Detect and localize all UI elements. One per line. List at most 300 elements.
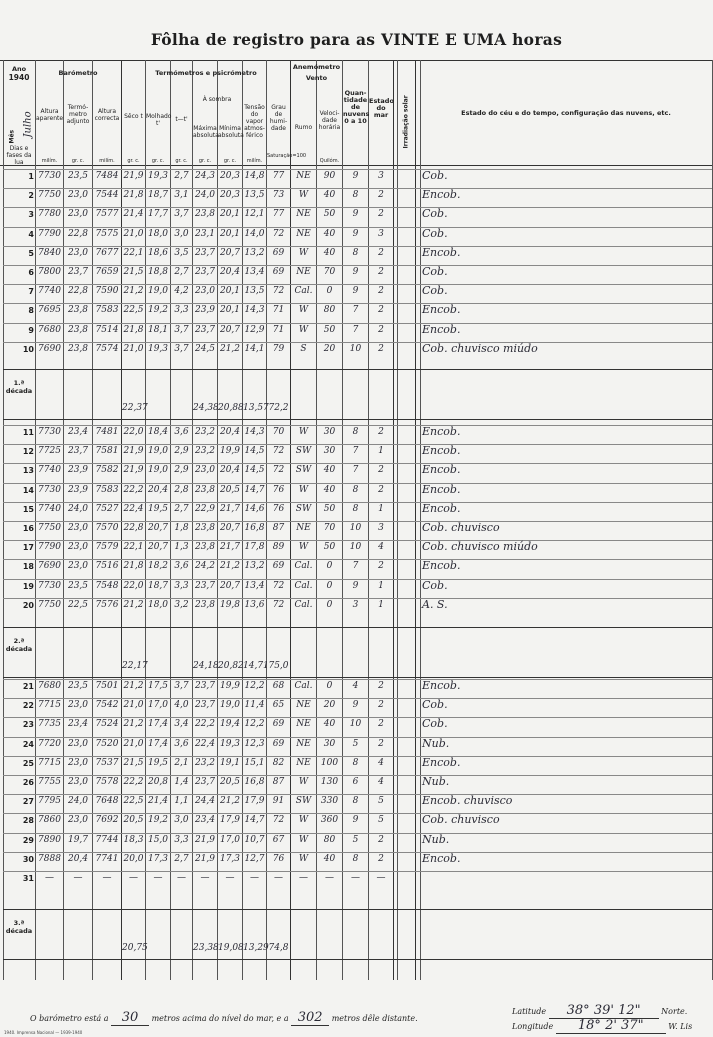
cell-m: 19,0 [147,446,169,457]
cell-mar: 2 [378,209,384,220]
cell-diff: 3,7 [174,209,189,220]
col-border [393,60,394,980]
cell-m: 20,7 [147,523,169,533]
decade-number: 2.ª [13,637,25,645]
cell-ac: 7574 [95,343,119,354]
decade-label [3,637,35,653]
sky-remark: Cob. chuvisco [422,813,500,827]
cell-hum: 82 [272,757,285,768]
day-number: 5 [28,248,34,258]
row-divider [3,717,712,718]
cell-max: 23,9 [194,305,216,316]
cell-ac: 7659 [95,267,119,277]
sky-remark: Cob. [422,265,448,278]
page-title: Fôlha de registro para as VINTE E UMA horas [150,30,563,49]
day-number: 23 [22,720,34,730]
sky-remark: Encob. [422,679,461,692]
cell-ten: 16,8 [244,777,265,787]
cell-diff: — [177,873,186,883]
cell-ta: 23,8 [67,324,89,335]
cell-ta: 23,7 [67,446,89,457]
cell-alt: 7750 [38,523,61,533]
cell-min: 21,7 [219,503,241,514]
cell-vel: 0 [326,599,333,610]
cell-max: 23,0 [194,286,216,297]
cell-ac: 7524 [95,719,119,730]
decade-ten: 13,29 [243,943,269,953]
attached-thermometer-header: Termó-metro adjunto [66,104,90,125]
cell-rumo: Cal. [294,580,313,591]
cell-s: 22,5 [123,796,144,807]
cell-hum: 76 [272,503,285,514]
cell-ta: 23,0 [67,738,89,749]
cell-diff: 3,3 [174,305,189,316]
cell-neb: — [351,873,360,883]
cell-mar: 2 [378,305,384,316]
cell-s: 20,5 [123,815,144,826]
cell-rumo: Cal. [294,681,313,691]
row-divider [3,303,712,304]
cell-ten: 11,4 [244,700,265,711]
cell-diff: 3,0 [174,228,189,239]
sky-remark: Encob. [422,482,461,496]
cell-min: 17,9 [219,815,241,826]
cell-ta: 24,0 [67,796,89,807]
cell-max: 24,2 [194,561,216,572]
row-divider [3,698,712,699]
cell-hum: 72 [272,465,285,476]
latitude-line [512,1003,687,1019]
cell-diff: 2,7 [174,171,189,181]
cell-ta: 23,0 [67,523,89,533]
sky-remark: Cob. chuvisco miúdo [422,540,538,554]
shade-header: À sombra [202,96,232,103]
cell-ac: 7484 [95,171,119,181]
cell-diff: 3,6 [174,738,189,749]
cell-s: 22,1 [123,247,144,258]
row-divider [3,521,712,522]
cell-s: 22,2 [123,484,144,495]
row-divider [3,677,712,678]
cell-hum: 65 [272,700,285,711]
cell-ten: 14,6 [244,503,265,514]
cell-ta: 23,0 [67,190,89,201]
cell-min: — [225,873,235,883]
day-number: 15 [22,504,34,514]
cell-m: 17,7 [147,209,169,220]
cell-s: 21,8 [123,190,144,201]
min-header: Mínima absoluta [218,125,244,139]
cell-max: 23,7 [194,247,216,258]
cell-ta: 23,0 [67,700,89,711]
day-number: 20 [22,600,34,610]
cell-hum: 69 [272,561,285,572]
cell-s: 21,0 [123,228,144,239]
cell-mar: 2 [378,681,384,691]
cell-diff: 1,4 [174,777,189,787]
cell-neb: 9 [352,286,359,297]
cell-ta: 22,8 [67,286,89,297]
cell-ta: 23,9 [67,465,89,476]
row-divider [3,833,712,834]
cell-ten: 14,7 [244,815,265,826]
row-divider [3,627,712,628]
cell-vel: 80 [323,834,336,845]
cell-neb: 5 [352,738,359,749]
sky-remark: Cob. [422,207,448,221]
cell-max: 21,9 [194,853,216,864]
velocity-header: Veloci-dade horária [318,110,341,131]
cell-alt: 7715 [38,757,61,768]
decade-word: década [5,387,33,395]
barometer-distance: 302 [291,1010,329,1026]
cell-alt: — [45,873,54,883]
cell-hum: 72 [272,580,285,591]
sky-remark: Encob. [422,444,461,458]
cell-max: 23,7 [194,681,216,691]
cell-neb: 9 [352,209,359,220]
decade-ten: 13,57 [243,403,269,413]
cell-neb: 10 [349,343,362,354]
cell-mar: — [376,873,386,883]
cell-alt: 7725 [38,446,61,457]
day-number: 27 [22,797,34,807]
day-number: 9 [28,325,34,335]
cell-rumo: SW [295,446,312,457]
cell-s: — [129,873,138,883]
vapor-tension-header: Tensão do vapor atmos-férico [244,104,265,139]
cell-max: 24,4 [194,796,216,807]
direction-header: Rumo [294,124,313,131]
cell-alt: 7890 [38,834,61,845]
cell-vel: 50 [323,542,336,553]
cell-rumo: Cal. [294,599,313,610]
decade-min: 19,08 [218,943,244,953]
decade-hum: 75,0 [268,661,289,671]
cell-hum: 77 [272,171,285,181]
cell-ta: 20,4 [67,853,89,864]
cell-rumo: W [298,427,309,437]
sky-remark: Encob. [422,245,461,259]
cell-hum: 67 [272,834,285,845]
cell-max: 23,4 [194,815,216,826]
cell-alt: 7680 [38,324,61,335]
cell-min: 19,0 [219,700,241,711]
cell-max: 23,8 [194,484,216,495]
cell-vel: 0 [326,580,333,591]
barometer-suffix: metros dêle distante. [331,1014,418,1023]
day-number: 31 [22,874,34,883]
cell-m: 18,6 [147,247,169,258]
cell-s: 22,0 [123,427,144,437]
decade-max: 23,38 [193,943,219,953]
sky-remark: Encob. [422,322,461,336]
cell-diff: 3,0 [174,815,189,826]
sky-remark: Cob. chuvisco miúdo [422,341,538,355]
cell-ten: 15,1 [244,757,265,768]
cell-ten: 12,7 [244,853,265,864]
day-number: 1 [28,172,34,181]
cell-alt: 7755 [38,777,61,787]
cell-m: 19,0 [147,465,169,476]
cell-hum: 72 [272,228,285,239]
cell-min: 17,0 [219,834,241,845]
cell-m: 18,7 [147,580,169,591]
unit-label: milím. [246,158,263,164]
sky-remark: Encob. [422,425,461,438]
cell-min: 21,2 [219,561,241,572]
cell-diff: 3,6 [174,427,189,437]
cell-min: 19,9 [219,681,241,691]
cell-max: 23,7 [194,324,216,335]
cell-neb: 10 [349,719,362,730]
decade-hum: 72,2 [268,403,289,413]
sky-remark: Encob. [422,303,461,317]
cell-ac: 7744 [95,834,119,845]
cell-ac: 7590 [95,286,119,297]
cell-ta: 23,0 [67,815,89,826]
cell-rumo: SW [295,796,312,807]
cell-neb: 8 [352,247,359,258]
cell-ten: 12,1 [244,209,265,220]
cell-max: 23,2 [194,757,216,768]
cell-m: 19,2 [147,305,169,316]
cell-alt: 7695 [38,305,61,316]
day-number: 12 [22,447,34,457]
cell-m: 18,0 [147,228,169,239]
cell-ac: 7520 [95,738,119,749]
cell-m: 21,4 [147,796,169,807]
cell-ten: 14,7 [244,484,265,495]
cell-mar: 2 [378,190,384,201]
month-header: Mês [8,129,16,144]
sky-remark: Encob. chuvisco [422,794,513,808]
cell-hum: 72 [272,815,285,826]
cell-neb: 8 [352,853,359,864]
col-border [397,60,398,980]
cell-s: 22,5 [123,305,144,316]
cell-m: 19,5 [147,757,169,768]
cell-ta: 23,0 [67,542,89,553]
cell-m: 18,4 [147,427,169,437]
sky-remark: A. S. [422,597,448,611]
decade-word: década [5,927,33,935]
cell-rumo: SW [295,465,312,476]
row-divider [3,444,712,445]
row-divider [3,909,712,910]
cell-vel: 330 [320,796,339,807]
longitude-label: Longitude [512,1022,554,1031]
cell-max: 21,9 [194,834,216,845]
cell-vel: — [325,873,334,883]
cell-m: 17,4 [147,738,169,749]
cell-max: 22,4 [194,738,216,749]
sky-remark: Cob. chuvisco [422,521,500,534]
cell-diff: 3,2 [174,599,189,610]
cell-alt: 7715 [38,700,61,711]
row-divider [3,483,712,484]
cell-mar: 4 [378,542,384,553]
day-number: 10 [22,344,34,354]
cell-alt: 7790 [38,542,61,553]
cell-min: 20,5 [219,484,241,495]
cell-alt: 7730 [38,171,61,181]
sky-remark: Encob. [422,501,461,515]
cell-ac: 7583 [95,305,119,316]
cell-rumo: NE [296,738,311,749]
cell-vel: 0 [326,286,333,297]
cell-rumo: W [298,484,309,495]
unit-label: Quilóm. [319,158,340,164]
cell-ten: 14,5 [244,465,265,476]
cell-s: 21,0 [123,700,144,711]
longitude-line [512,1018,692,1034]
row-divider [3,775,712,776]
cell-vel: 50 [323,503,336,514]
cell-max: 23,7 [194,580,216,591]
cell-ten: 12,9 [244,324,265,335]
cell-neb: 5 [352,834,359,845]
cell-min: 21,7 [219,542,241,553]
cell-diff: 1,3 [174,542,189,553]
cell-vel: 40 [323,853,336,864]
cell-rumo: W [298,834,309,845]
decade-max: 24,38 [193,403,219,413]
sky-remark: Nub. [422,832,450,846]
col-border [420,60,421,980]
unit-label: milím. [99,158,115,164]
cell-mar: 2 [378,700,384,711]
cell-mar: 4 [378,777,384,787]
cell-min: 20,7 [219,247,241,258]
cell-neb: 8 [352,503,359,514]
cell-neb: 8 [352,190,359,201]
decade-word: década [5,645,33,653]
sky-remark: Encob. [422,188,461,202]
cell-ac: 7501 [95,681,119,691]
cell-ten: 14,1 [244,343,265,354]
decade-number: 1.ª [13,379,25,387]
row-divider [3,756,712,757]
cell-neb: 9 [352,228,359,239]
anemometer-header: Anemómetro [292,63,341,71]
cell-ten: 14,3 [244,305,265,316]
cell-alt: 7860 [38,815,61,826]
cell-min: 21,2 [219,343,241,354]
cell-rumo: W [298,190,309,201]
cell-ten: 17,8 [244,542,265,553]
cell-ac: 7548 [95,580,119,591]
thermometers-header: Termómetros e psicrómetro [155,69,257,77]
day-number: 26 [22,778,34,787]
cell-ta: 23,0 [67,777,89,787]
row-divider [3,169,712,170]
cell-rumo: W [298,247,309,258]
cell-hum: 69 [272,247,285,258]
humidity-header: Grau de humi-dade [269,104,288,132]
cell-min: 20,5 [219,777,241,787]
row-divider [3,737,712,738]
cell-min: 20,3 [219,171,241,181]
barometer-height: 30 [111,1010,149,1026]
row-divider [3,559,712,560]
cell-neb: 8 [352,757,359,768]
cell-mar: 1 [378,446,384,457]
cell-diff: 2,9 [174,465,189,476]
cell-ac: — [102,873,112,883]
row-divider [3,265,712,266]
day-number: 25 [22,758,34,768]
cell-ac: 7544 [95,190,119,201]
row-divider [3,342,712,343]
cell-ten: 12,2 [244,681,265,691]
day-number: 6 [28,268,34,277]
cell-hum: 71 [272,324,285,335]
cell-ten: 13,4 [244,580,265,591]
cell-m: 17,3 [147,853,169,864]
day-number: 16 [22,524,34,533]
unit-label: Saturação=100 [267,153,307,159]
cell-ac: 7692 [95,815,119,826]
cell-min: 20,4 [219,267,241,277]
cell-rumo: W [298,777,309,787]
decade-hum: 74,8 [268,943,289,953]
cell-m: 20,4 [147,484,169,495]
cell-vel: 100 [320,757,339,768]
row-divider [3,246,712,247]
cell-vel: 30 [323,738,336,749]
cell-hum: 68 [272,681,285,691]
cell-ac: 7578 [95,777,119,787]
day-number: 7 [28,287,34,297]
cell-ac: 7514 [95,324,119,335]
month-value: Julho [22,111,34,138]
cell-min: 20,1 [219,209,241,220]
difference-header: t—t' [175,116,188,123]
cell-alt: 7800 [38,267,61,277]
cell-neb: 10 [349,542,362,553]
cell-diff: 3,4 [174,719,189,730]
cell-s: 21,9 [123,465,144,476]
cell-mar: 2 [378,853,384,864]
cell-rumo: SW [295,503,312,514]
cell-ta: 23,8 [67,343,89,354]
cell-alt: 7730 [38,484,61,495]
cell-diff: 3,6 [174,561,189,572]
cell-ac: 7577 [95,209,119,220]
cell-ac: 7583 [95,484,119,495]
cell-max: 24,3 [194,171,216,181]
row-divider [3,323,712,324]
cell-diff: 3,7 [174,681,189,691]
row-divider [3,207,712,208]
cell-max: 22,2 [194,719,216,730]
day-number: 29 [22,835,34,845]
decade-max: 24,18 [193,661,219,671]
cell-vel: 20 [323,343,336,354]
cell-max: 23,2 [194,446,216,457]
row-divider [3,813,712,814]
day-number: 28 [22,816,34,826]
cell-mar: 1 [378,503,384,514]
cell-vel: 50 [323,324,336,335]
cell-alt: 7740 [38,465,61,476]
cell-m: 20,7 [147,542,169,553]
cell-vel: 0 [326,681,333,691]
cell-alt: 7740 [38,286,61,297]
latitude-direction: Norte. [661,1007,688,1016]
cell-mar: 3 [378,523,384,533]
